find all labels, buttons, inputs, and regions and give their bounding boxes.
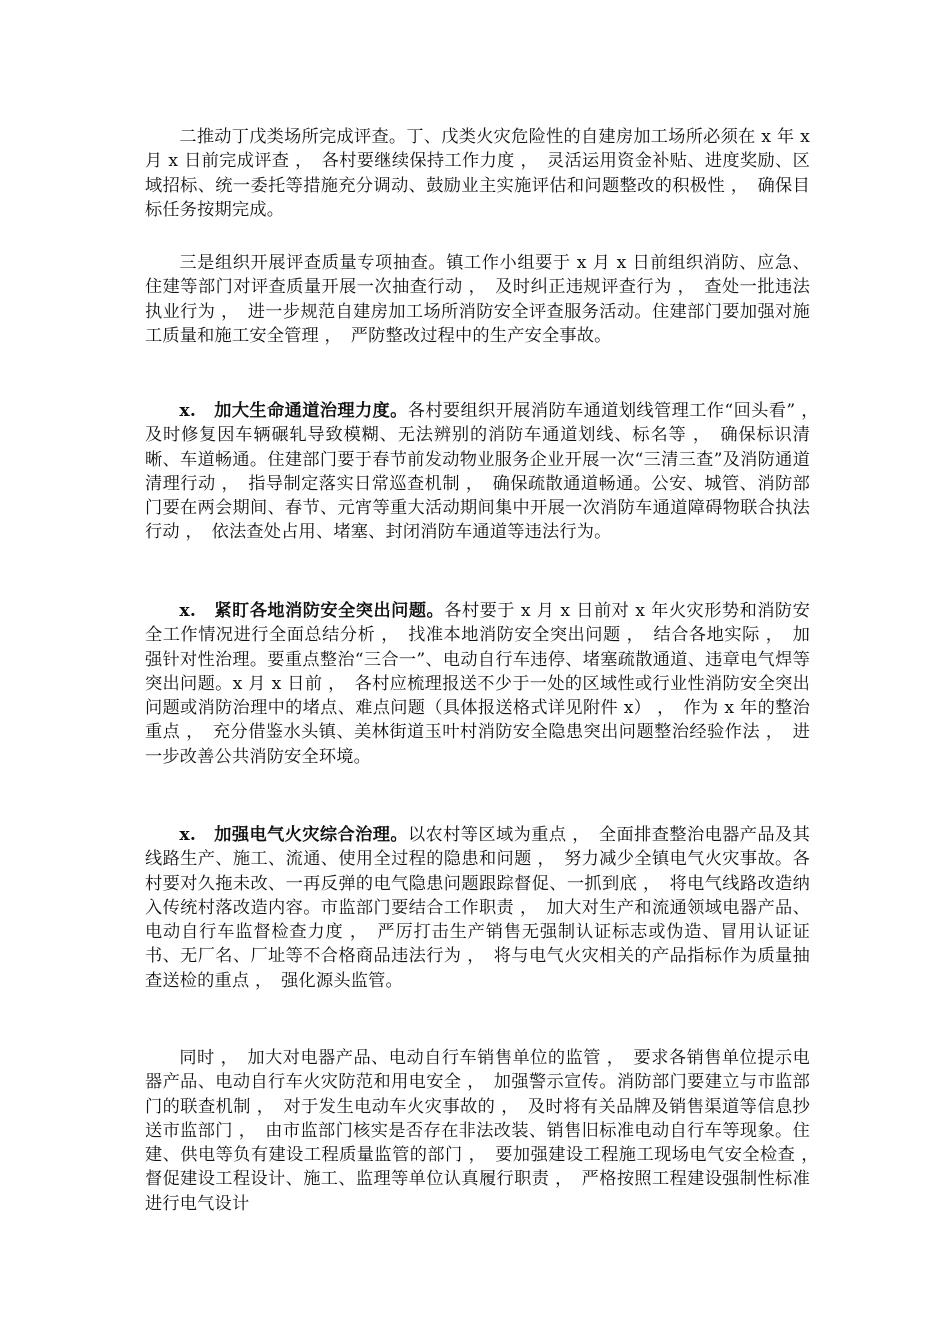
paragraph-6 <box>145 1046 828 1216</box>
paragraph-3-number: x. <box>179 401 197 421</box>
paragraph-2 <box>145 251 810 348</box>
paragraph-5-heading: 加强电气火灾综合治理。 <box>214 825 408 845</box>
paragraph-4-text: 各村要于 x 月 x 日前对 x 年火灾形势和消防安全工作情况进行全面总结分析 ， 找准本地消防安全突出问题 ， 结合各地实际 ， 加强针对性治理。要重点整治“三合一”、电动自行车违停、堵塞疏散通道、违章电气焊等突出问题。x 月 x 日前 ， 各村应梳理报送不少于一处的区域性或行业性消防安全突出问题或消防治理中的堵点、难点问题（具体报送格式详见附件 x） ， 作为 x 年的整治重点 ， 充分借鉴水头镇、美林街道玉叶村消防安全隐患突出问题整治经验作法 ， 进一步改善公共消防安全环境。 <box>145 601 811 767</box>
paragraph-1 <box>145 125 810 222</box>
paragraph-1-text: 二推动丁戊类场所完成评查。丁、戊类火灾危险性的自建房加工场所必须在 x 年 x 月 x 日前完成评查 ， 各村要继续保持工作力度 ， 灵活运用资金补贴、进度奖励、区域招标、统一委托等措施充分调动、鼓励业主实施评估和问题整改的积极性 ， 确保目标任务按期完成。 <box>145 127 810 220</box>
paragraph-4-heading: 紧盯各地消防安全突出问题。 <box>214 601 445 621</box>
paragraph-6-text: 同时 ， 加大对电器产品、电动自行车销售单位的监管 ， 要求各销售单位提示电器产品、电动自行车火灾防范和用电安全 ， 加强警示宣传。消防部门要建立与市监部门的联查机制 ， 对于发生电动车火灾事故的 ， 及时将有关品牌及销售渠道等信息抄送市监部门 ， 由市监部门核实是否存在非法改装、销售旧标准电动自行车等现象。住建、供电等负有建设工程质量监管的部门 ， 要加强建设工程施工现场电气安全检查 ， 督促建设工程设计、施工、监理等单位认真履行职责 ， 严格按照工程建设强制性标准进行电气设计 <box>145 1048 828 1214</box>
paragraph-3-text: 各村要组织开展消防车通道划线管理工作“回头看” ， 及时修复因车辆碾轧导致模糊、无法辨别的消防车通道划线、标名等 ， 确保标识清晰、车道畅通。住建部门要于春节前发动物业服务企业开展一次“三清三查”及消防通道清理行动 ， 指导制定落实日常巡查机制 ， 确保疏散通道畅通。公安、城管、消防部门要在两会期间、春节、元宵等重大活动期间集中开展一次消防车通道障碍物联合执法行动 ， 依法查处占用、堵塞、封闭消防车通道等违法行为。 <box>145 401 828 543</box>
paragraph-5-text: 以农村等区域为重点 ， 全面排查整治电器产品及其线路生产、施工、流通、使用全过程的隐患和问题 ， 努力减少全镇电气火灾事故。各村要对久拖未改、一再反弹的电气隐患问题跟踪督促、一抓到底 ， 将电气线路改造纳入传统村落改造内容。市监部门要结合工作职责 ， 加大对生产和流通领域电器产品、电动自行车监督检查力度 ， 严厉打击生产销售无强制认证标志或伪造、冒用认证证书、无厂名、厂址等不合格商品违法行为 ， 将与电气火灾相关的产品指标作为质量抽查送检的重点 ， 强化源头监管。 <box>145 825 811 991</box>
paragraph-5-number: x. <box>179 825 197 845</box>
paragraph-3-heading: 加大生命通道治理力度。 <box>214 401 408 421</box>
paragraph-3 <box>145 399 828 545</box>
paragraph-5 <box>145 823 810 993</box>
paragraph-4-number: x. <box>179 601 197 621</box>
paragraph-4 <box>145 599 810 769</box>
paragraph-2-text: 三是组织开展评查质量专项抽查。镇工作小组要于 x 月 x 日前组织消防、应急、住建等部门对评查质量开展一次抽查行动 ， 及时纠正违规评查行为 ， 查处一批违法执业行为 ， 进一步规范自建房加工场所消防安全评查服务活动。住建部门要加强对施工质量和施工安全管理 ， 严防整改过程中的生产安全事故。 <box>145 253 810 346</box>
